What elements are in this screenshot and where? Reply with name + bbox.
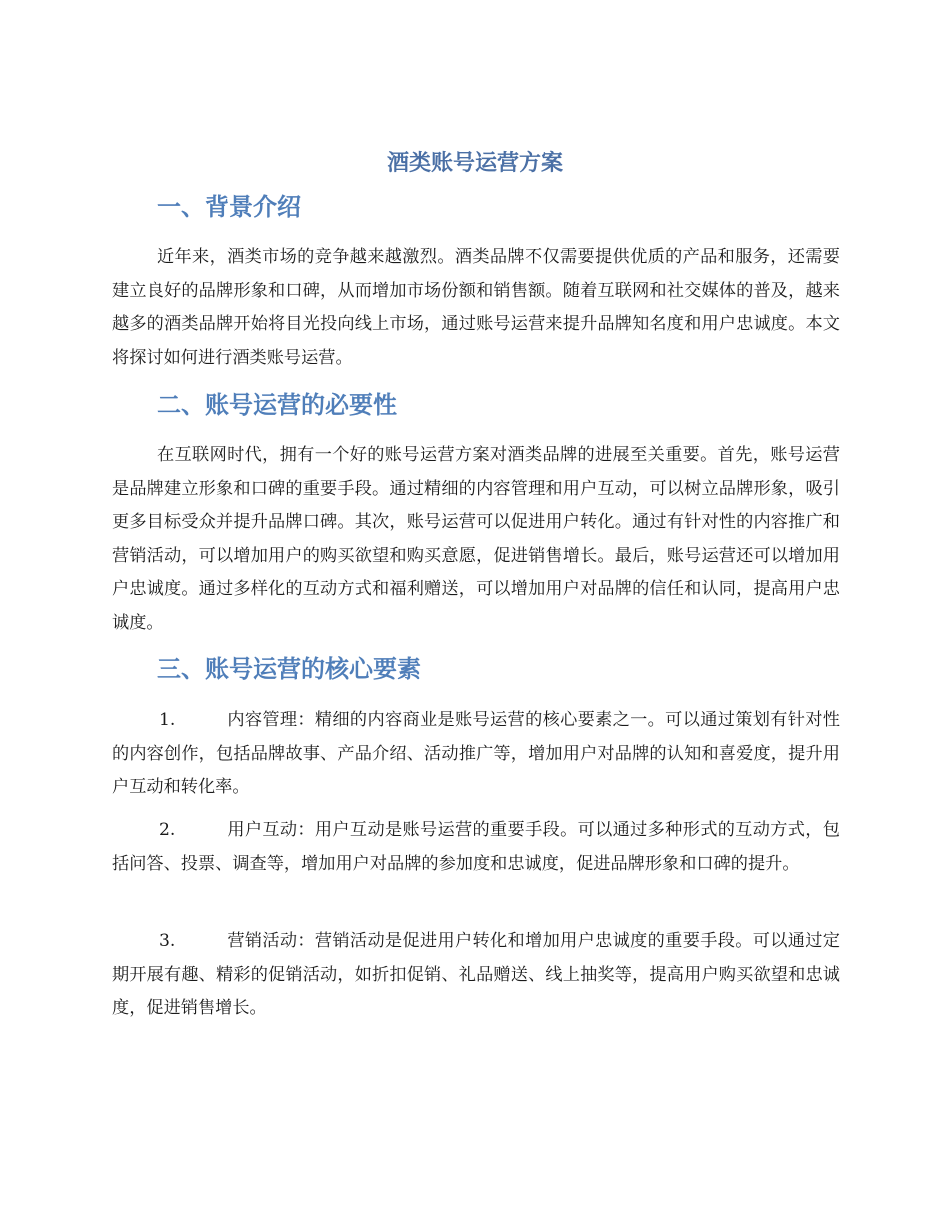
list-item-number: 2. bbox=[159, 820, 176, 840]
list-item bbox=[112, 704, 840, 805]
section-paragraph-background: 近年来，酒类市场的竞争越来越激烈。酒类品牌不仅需要提供优质的产品和服务，还需要建立良好的品牌形象和口碑，从而增加市场份额和销售额。随着互联网和社交媒体的普及，越来越多的酒类品牌开始将目光投向线上市场，通过账号运营来提升品牌知名度和用户忠诚度。本文将探讨如何进行酒类账号运营。 bbox=[112, 247, 840, 368]
list-item-number: 3. bbox=[159, 931, 176, 951]
list-item-text: 营销活动：营销活动是促进用户转化和增加用户忠诚度的重要手段。可以通过定期开展有趣、精彩的促销活动，如折扣促销、礼品赠送、线上抽奖等，提高用户购买欲望和忠诚度，促进销售增长。 bbox=[112, 931, 840, 1018]
list-item-text: 内容管理：精细的内容商业是账号运营的核心要素之一。可以通过策划有针对性的内容创作，包括品牌故事、产品介绍、活动推广等，增加用户对品牌的认知和喜爱度，提升用户互动和转化率。 bbox=[112, 710, 840, 797]
list-item bbox=[112, 814, 840, 881]
list-item-text: 用户互动：用户互动是账号运营的重要手段。可以通过多种形式的互动方式，包括问答、投票、调查等，增加用户对品牌的参加度和忠诚度，促进品牌形象和口碑的提升。 bbox=[112, 820, 840, 874]
section-heading-necessity: 二、账号运营的必要性 bbox=[157, 391, 397, 419]
section-heading-background: 一、背景介绍 bbox=[157, 193, 301, 221]
list-item-number: 1. bbox=[159, 710, 176, 730]
document-title: 酒类账号运营方案 bbox=[386, 151, 563, 176]
section-heading-core-elements: 三、账号运营的核心要素 bbox=[157, 655, 421, 683]
section-paragraph-necessity: 在互联网时代，拥有一个好的账号运营方案对酒类品牌的进展至关重要。首先，账号运营是品牌建立形象和口碑的重要手段。通过精细的内容管理和用户互动，可以树立品牌形象，吸引更多目标受众并提升品牌口碑。其次，账号运营可以促进用户转化。通过有针对性的内容推广和营销活动，可以增加用户的购买欲望和购买意愿，促进销售增长。最后，账号运营还可以增加用户忠诚度。通过多样化的互动方式和福利赠送，可以增加用户对品牌的信任和认同，提高用户忠诚度。 bbox=[112, 445, 840, 633]
list-item bbox=[112, 925, 840, 1026]
